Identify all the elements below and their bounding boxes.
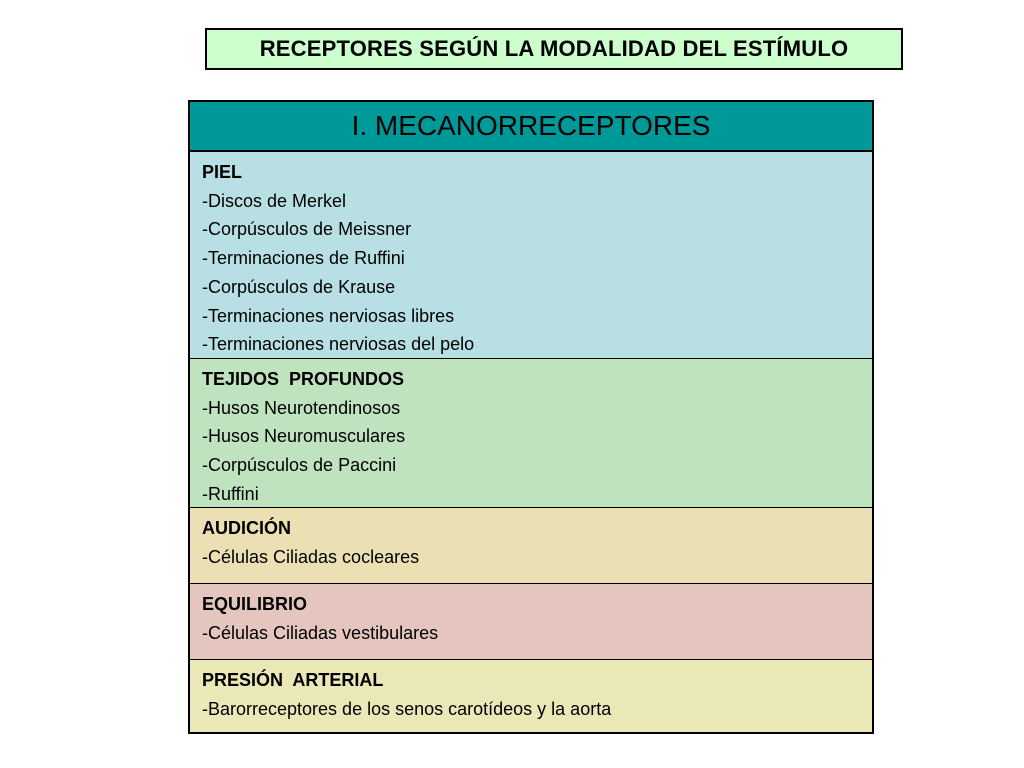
receptor-table <box>188 100 874 734</box>
list-item: -Husos Neurotendinosos <box>202 397 401 418</box>
section-heading: AUDICIÓN <box>202 518 291 538</box>
list-item: -Corpúsculos de Paccini <box>202 455 397 476</box>
section-tejidos-profundos <box>190 358 872 507</box>
section-presion-arterial <box>190 659 872 732</box>
page-title: RECEPTORES SEGÚN LA MODALIDAD DEL ESTÍMULO <box>259 36 849 61</box>
list-item: -Corpúsculos de Krause <box>202 276 396 297</box>
section-piel <box>190 152 872 358</box>
list-item: -Corpúsculos de Meissner <box>202 219 412 240</box>
title-box <box>205 28 903 70</box>
section-audicion <box>190 507 872 583</box>
list-item: -Terminaciones de Ruffini <box>202 248 405 269</box>
section-equilibrio <box>190 583 872 659</box>
list-item: -Células Ciliadas cocleares <box>202 546 420 567</box>
table-header <box>190 102 872 152</box>
section-heading: EQUILIBRIO <box>202 594 308 614</box>
section-heading: PIEL <box>202 162 243 182</box>
section-heading: TEJIDOS PROFUNDOS <box>202 369 405 389</box>
list-item: -Husos Neuromusculares <box>202 426 406 447</box>
section-heading: PRESIÓN ARTERIAL <box>202 670 384 690</box>
list-item: -Terminaciones nerviosas del pelo <box>202 334 475 355</box>
table-header-text: I. MECANORRECEPTORES <box>351 110 711 141</box>
list-item: -Barorreceptores de los senos carotídeos y la aorta <box>202 698 612 719</box>
list-item: -Terminaciones nerviosas libres <box>202 305 455 326</box>
list-item: -Ruffini <box>202 483 259 504</box>
list-item: -Discos de Merkel <box>202 190 347 211</box>
list-item: -Células Ciliadas vestibulares <box>202 622 439 643</box>
